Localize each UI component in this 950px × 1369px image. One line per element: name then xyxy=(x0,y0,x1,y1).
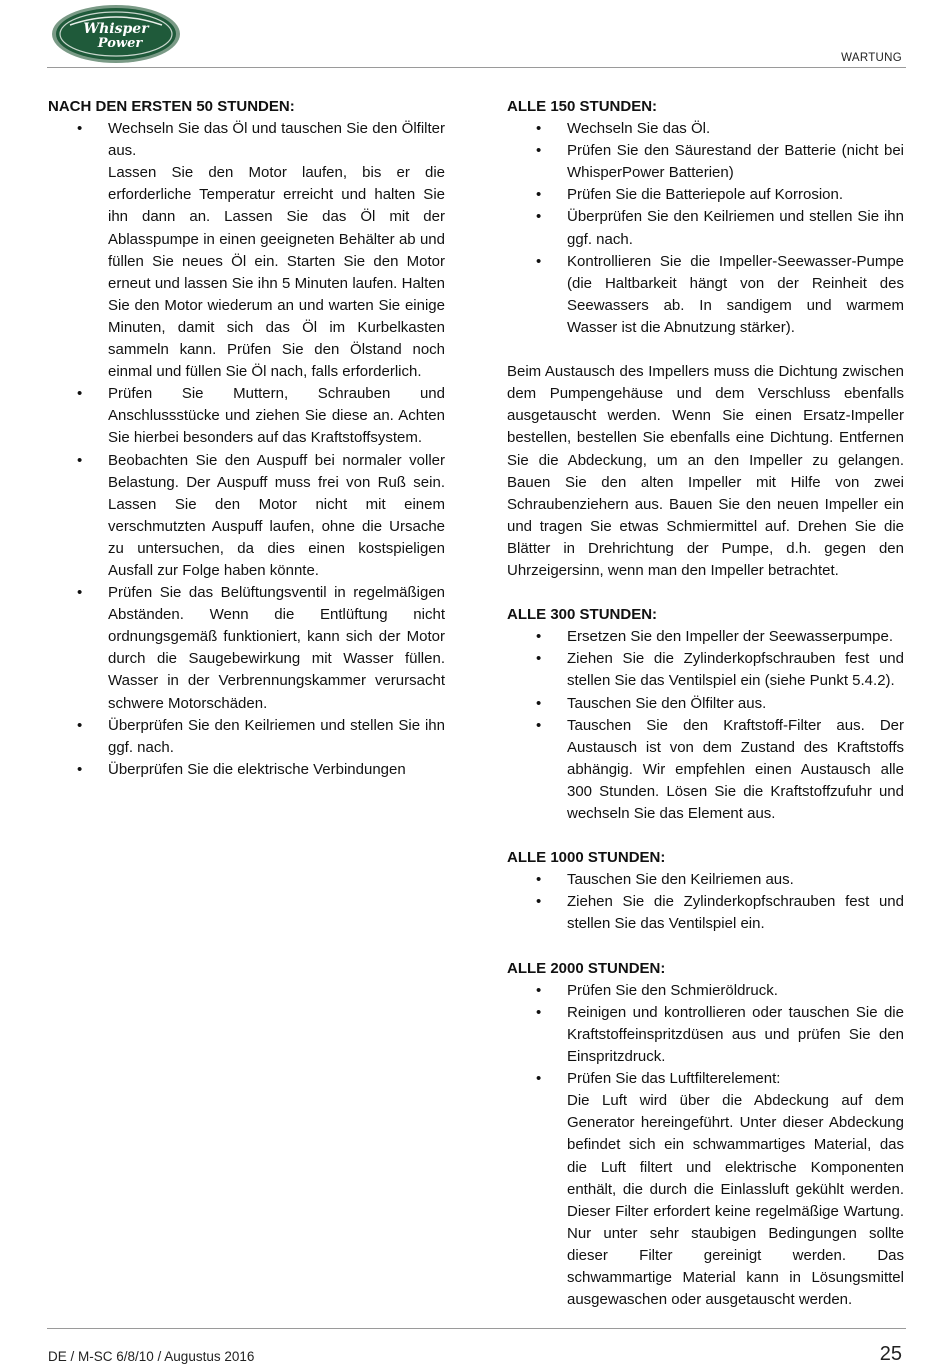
list-item: • Prüfen Sie den Schmieröldruck. xyxy=(567,980,904,1002)
list-item: • Kontrollieren Sie die Impeller-Seewasser-Pumpe (die Haltbarkeit hängt von der Reinheit des Seewassers ab. In sandigem und warmem Wasser ist die Abnutzung stärker). xyxy=(567,251,904,339)
list-item: • Überprüfen Sie den Keilriemen und stellen Sie ihn ggf. nach. xyxy=(567,206,904,250)
list-item: • Ziehen Sie die Zylinderkopfschrauben fest und stellen Sie das Ventilspiel ein (siehe Punkt 5.4.2). xyxy=(567,648,904,692)
list-item: • Tauschen Sie den Ölfilter aus. xyxy=(567,693,904,715)
header-divider xyxy=(47,67,906,68)
list-item: • Ersetzen Sie den Impeller der Seewasserpumpe. xyxy=(567,626,904,648)
list-item: • Überprüfen Sie den Keilriemen und stellen Sie ihn ggf. nach. xyxy=(108,715,445,759)
logo-text-whisper: Whisper xyxy=(83,21,149,37)
list-item xyxy=(567,1068,904,1311)
list-item: • Prüfen Sie Muttern, Schrauben und Anschlussstücke und ziehen Sie diese an. Achten Sie hierbei besonders auf das Kraftstoffsystem. xyxy=(108,383,445,449)
2000-hours-list xyxy=(507,980,904,1311)
heading-300-hours: ALLE 300 STUNDEN: xyxy=(507,606,658,624)
footer-divider xyxy=(47,1328,906,1329)
list-item: • Ziehen Sie die Zylinderkopfschrauben fest und stellen Sie das Ventilspiel ein. xyxy=(567,891,904,935)
list-item: • Reinigen und kontrollieren oder tauschen Sie die Kraftstoffeinspritzdüsen aus und prüfen Sie den Einspritzdruck. xyxy=(567,1002,904,1068)
heading-150-hours: ALLE 150 STUNDEN: xyxy=(507,98,658,115)
heading-2000-hours: ALLE 2000 STUNDEN: xyxy=(507,959,666,977)
list-item: • Prüfen Sie das Belüftungsventil in regelmäßigen Abständen. Wenn die Entlüftung nicht ordnungsgemäß funktioniert, kann sich der Motor durch die Saugebewirkung mit Wasser füllen. Wasser in der Verbrennungskammer verursacht schwere Motorschäden. xyxy=(108,582,445,715)
document-reference: DE / M-SC 6/8/10 / Augustus 2016 xyxy=(48,1349,255,1364)
list-item: • Überprüfen Sie die elektrische Verbindungen xyxy=(108,759,445,781)
list-item: • Prüfen Sie die Batteriepole auf Korrosion. xyxy=(567,184,904,206)
logo-text-power: Power xyxy=(97,36,143,51)
heading-1000-hours: ALLE 1000 STUNDEN: xyxy=(507,849,666,867)
oil-change-detail: Lassen Sie den Motor laufen, bis er die erforderliche Temperatur erreicht und halten Sie ihn dann an. Lassen Sie das Öl mit der Ablasspumpe in einen geeigneten Behälter ab und füllen Sie neues Öl ein. Starten Sie den Motor erneut und lassen Sie ihn 5 Minuten laufen. Halten Sie den Motor wiederum an und warten Sie einige Minuten, damit sich das Öl im Kurbelkasten sammeln kann. Prüfen Sie den Ölstand noch einmal und füllen Sie Öl nach, falls erforderlich. xyxy=(108,164,445,381)
whisperpower-logo xyxy=(50,3,182,65)
left-column xyxy=(48,96,445,781)
list-item: • Tauschen Sie den Kraftstoff-Filter aus. Der Austausch ist von dem Zustand des Kraftstoffs abhängig. Wir empfehlen einen Austausch alle 300 Stunden. Lösen Sie die Kraftstoffzufuhr und wechseln Sie das Element aus. xyxy=(567,715,904,825)
1000-hours-list xyxy=(507,869,904,935)
list-item: • Tauschen Sie den Keilriemen aus. xyxy=(567,869,904,891)
list-item: • Beobachten Sie den Auspuff bei normaler voller Belastung. Der Auspuff muss frei von Ruß sein. Lassen Sie den Motor nicht mit einem verschmutzten Auspuff laufen, ohne die Ursache zu untersuchen, da dies einen kostspieligen Ausfall zur Folge haben könnte. xyxy=(108,450,445,583)
300-hours-list xyxy=(507,626,904,825)
page-number: 25 xyxy=(879,1343,902,1365)
airfilter-title: Prüfen Sie das Luftfilterelement: xyxy=(567,1070,781,1088)
150-hours-list xyxy=(507,118,904,339)
airfilter-detail: Die Luft wird über die Abdeckung auf dem Generator hereingeführt. Unter dieser Abdeckung befindet sich ein schwammartiges Material, das die Luft filtert und elektrische Komponenten enthält, die durch die Einlassluft gekühlt werden. Dieser Filter erfordert keine regelmäßige Wartung. Nur unter sehr staubigen Bedingungen sollte dieser Filter gereinigt werden. Das schwammartige Material kann in Lösungsmittel ausgewaschen oder ausgetauscht werden. xyxy=(567,1092,904,1309)
list-item: • Wechseln Sie das Öl. xyxy=(567,118,904,140)
list-item: • Prüfen Sie den Säurestand der Batterie (nicht bei WhisperPower Batterien) xyxy=(567,140,904,184)
list-item: • Wechseln Sie das Öl und tauschen Sie den Ölfilter aus. Lassen Sie den Motor laufen, bis er die erforderliche Temperatur erreicht und halten Sie ihn dann an. Lassen Sie das Öl mit der Ablasspumpe in einen geeigneten Behälter ab und füllen Sie neues Öl ein. Starten Sie den Motor erneut und lassen Sie ihn 5 Minuten laufen. Halten Sie den Motor wiederum an und warten Sie einige Minuten, damit sich das Öl im Kurbelkasten sammeln kann. Prüfen Sie den Ölstand noch einmal und füllen Sie Öl nach, falls erforderlich. xyxy=(108,118,445,383)
section-label: WARTUNG xyxy=(841,52,902,64)
right-column xyxy=(507,96,904,1311)
impeller-paragraph: Beim Austausch des Impellers muss die Dichtung zwischen dem Pumpengehäuse und dem Verschluss ebenfalls ausgetauscht werden. Wenn Sie einen Ersatz-Impeller bestellen, bestellen Sie ebenfalls eine Dichtung. Entfernen Sie die Abdeckung, um an den Impeller zu gelangen. Bauen Sie den alten Impeller mit Hilfe von zwei Schraubenziehern aus. Bauen Sie den neuen Impeller ein und tragen Sie etwas Schmiermittel auf. Drehen Sie die Blätter in Drehrichtung der Pumpe, d.h. gegen den Uhrzeigersinn, wenn man den Impeller betrachtet. xyxy=(507,363,904,579)
heading-first-50-hours: NACH DEN ERSTEN 50 STUNDEN: xyxy=(48,98,295,115)
first-50-hours-list xyxy=(48,118,445,781)
